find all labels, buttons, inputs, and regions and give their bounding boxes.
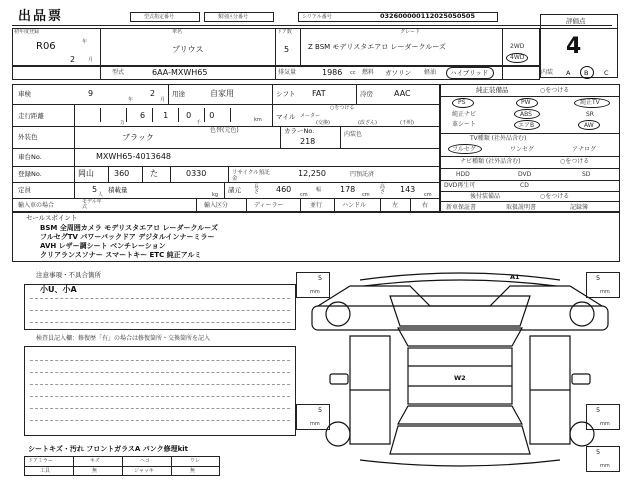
drive-4wd: 4WD xyxy=(510,54,525,61)
equip-tv: 純正TV xyxy=(580,99,600,106)
equip-leather: 革シート xyxy=(452,121,477,128)
equip-abs: ABS xyxy=(520,111,532,118)
sales-point-line: クリアランスソナー スマートキー ETC 純正アルミ xyxy=(40,251,202,259)
exterior-color: ブラック xyxy=(122,133,154,142)
fuel-type: ガソリン xyxy=(385,69,411,77)
serial-number: 032600000112025050505 xyxy=(380,12,475,20)
frame-number: MXWH65-4013648 xyxy=(96,152,172,161)
equip-aw: AW xyxy=(584,122,594,129)
vehicle-name: プリウス xyxy=(172,45,204,54)
page-title: 出品票 xyxy=(18,9,64,24)
width: 178 xyxy=(340,185,356,194)
registration-year: R06 xyxy=(36,41,56,52)
displacement: 1986 xyxy=(322,68,343,77)
sales-point-line: BSM 全周囲カメラ モデリスタエアロ レーダークルーズ xyxy=(40,224,218,232)
equip-navi: 純正ナビ xyxy=(452,111,477,118)
vehicle-grade: Z BSM モデリスタエアロ レーダークルーズ xyxy=(308,43,446,51)
length: 460 xyxy=(276,185,292,194)
equip-sr: SR xyxy=(586,111,594,118)
car-damage-diagram xyxy=(290,266,630,476)
hybrid-mark: ハイブリッド xyxy=(450,69,489,77)
mileage: 6100 xyxy=(140,111,233,120)
air-conditioner: AAC xyxy=(394,89,411,98)
evaluation-score: 4 xyxy=(566,34,582,59)
plate-number: 0330 xyxy=(186,169,207,178)
shaken-year: 9 xyxy=(88,89,94,98)
damage-mark-a1: A1 xyxy=(510,273,520,281)
capacity: 5 xyxy=(92,185,98,194)
color-number: 218 xyxy=(300,137,316,146)
seat-note: シートキズ・汚れ フロントガラスA パンク修理kit xyxy=(28,445,188,453)
equip-pw: PW xyxy=(521,99,531,106)
tv-fullseg: フルセグ xyxy=(452,146,476,153)
interior-grade: B xyxy=(584,69,589,77)
plate-area: 岡山 xyxy=(78,169,94,178)
recycle-deposit: 12,250 xyxy=(298,169,326,178)
handle-left: 左 xyxy=(392,202,399,209)
height: 143 xyxy=(400,185,416,194)
sales-point-line: AVH レザー調シート ベンチレーション xyxy=(40,242,166,250)
model-code: 6AA-MXWH65 xyxy=(152,68,208,77)
shift: FAT xyxy=(312,89,326,98)
usage: 自家用 xyxy=(210,89,234,98)
equip-airbag: エアB xyxy=(518,122,535,129)
sales-point-line: フルセグTV パワーバックドア デジタルインナーミラー xyxy=(40,233,215,241)
damage-mark-w2: W2 xyxy=(454,374,466,382)
equip-ps: PS xyxy=(458,99,466,106)
door-count: 5 xyxy=(284,45,290,54)
notes-text: 小U、小A xyxy=(40,285,77,294)
